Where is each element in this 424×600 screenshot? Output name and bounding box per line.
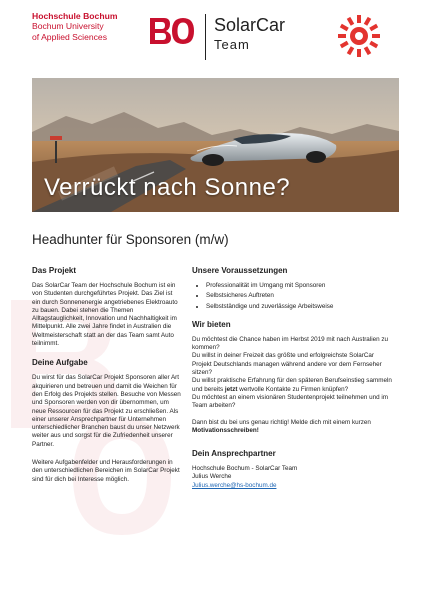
- right-column: [192, 266, 392, 490]
- contact-heading: Dein Ansprechpartner: [192, 449, 276, 459]
- bieten-line-3-jetzt: jetzt: [224, 385, 238, 393]
- voraussetzungen-heading: Unsere Voraussetzungen: [192, 266, 288, 275]
- bo-logo-icon: [147, 16, 197, 46]
- contact-org: Hochschule Bochum - SolarCar Team: [192, 465, 298, 473]
- projekt-text: Das SolarCar Team der Hochschule Bochum ist ein von Studenten durchgeführtes Projekt. Das Ziel ist ein durch Sonnenenergie angetriebenes Elektroauto zu bauen. Dabei stehen die Themen Alltagstauglichkeit, Innovation und Nachhaltigkeit im Mittelpunkt. Alle zwei Jahre findet in Australien die Weltmeisterschaft statt an der das Team samt Auto teilnimmt.: [32, 282, 178, 348]
- contact-email-link[interactable]: Julius.werche@hs-bochum.de: [192, 481, 277, 489]
- team-text: Team: [214, 37, 250, 52]
- contact-name: Julius Werche: [192, 473, 232, 481]
- voraussetzung-item-3: • Selbstständige und zuverlässige Arbeitsweise: [206, 303, 392, 311]
- weitere-text: Weitere Aufgabenfelder und Herausforderungen in den unterschiedlichen Bereichen im SolarCar Projekt sind für dich bei Interesse möglich.: [32, 459, 180, 483]
- bieten-line-3-a: Du willst praktische Erfahrung für den späteren Berufseinstieg sammeln und bereits: [192, 377, 392, 393]
- left-column: [32, 266, 182, 484]
- voraussetzung-item-1: • Professionalität im Umgang mit Sponsoren: [206, 282, 392, 290]
- bieten-line-1: Du möchtest die Chance haben im Herbst 2019 mit nach Australien zu kommen?: [192, 335, 389, 352]
- university-line-3: of Applied Sciences: [32, 31, 108, 42]
- projekt-heading: Das Projekt: [32, 266, 77, 275]
- cta-text-a: Dann bist du bei uns genau richtig! Melde dich mit einem kurzen: [192, 418, 371, 426]
- cta-text: [192, 419, 392, 436]
- university-line-1: Hochschule Bochum: [32, 11, 118, 21]
- solarcar-wordmark: [214, 16, 285, 54]
- bieten-line-4: Du möchtest an einem visionären Studentenprojekt teilnehmen und im Team arbeiten?: [192, 393, 389, 410]
- header-divider: [205, 14, 206, 60]
- university-name: [32, 11, 117, 42]
- sun-icon: [336, 13, 382, 59]
- cta-motivationsschreiben: Motivationsschreiben!: [192, 426, 259, 434]
- bieten-heading: Wir bieten: [192, 319, 231, 329]
- page-headline: Headhunter für Sponsoren (m/w): [32, 232, 229, 247]
- solarcar-text: SolarCar: [214, 15, 286, 35]
- bieten-line-3: [192, 377, 392, 394]
- bieten-line-3-c: wertvolle Kontakte zu Firmen knüpfen?: [237, 385, 349, 393]
- voraussetzungen-list: [192, 282, 392, 311]
- voraussetzung-item-2: • Selbstsicheres Auftreten: [206, 292, 392, 300]
- header: [0, 0, 424, 78]
- aufgabe-heading: Deine Aufgabe: [32, 358, 88, 368]
- hero-title: Verrückt nach Sonne?: [44, 174, 291, 201]
- aufgabe-text: Du wirst für das SolarCar Projekt Sponsoren aller Art akquirieren und betreuen und damit die Weichen für den Erfolg des Projekts stellen. Besuche von Messen und Sponsoren werden von dir übernommen, um neue Ressourcen für das Projekt zu erschließen. Als einer unserer Ansprechpartner für Unternehmen unterschiedlicher Branchen baust du unser Netzwerk weiter aus und sorgst für die Zufriedenheit unserer Partner.: [32, 374, 181, 448]
- university-line-2: Bochum University: [32, 21, 104, 32]
- bieten-line-2: Du willst in deiner Freizeit das größte und erfolgreichste SolarCar Projekt Deutschlands managen während andere vor dem Fernseher sitzen?: [192, 352, 382, 377]
